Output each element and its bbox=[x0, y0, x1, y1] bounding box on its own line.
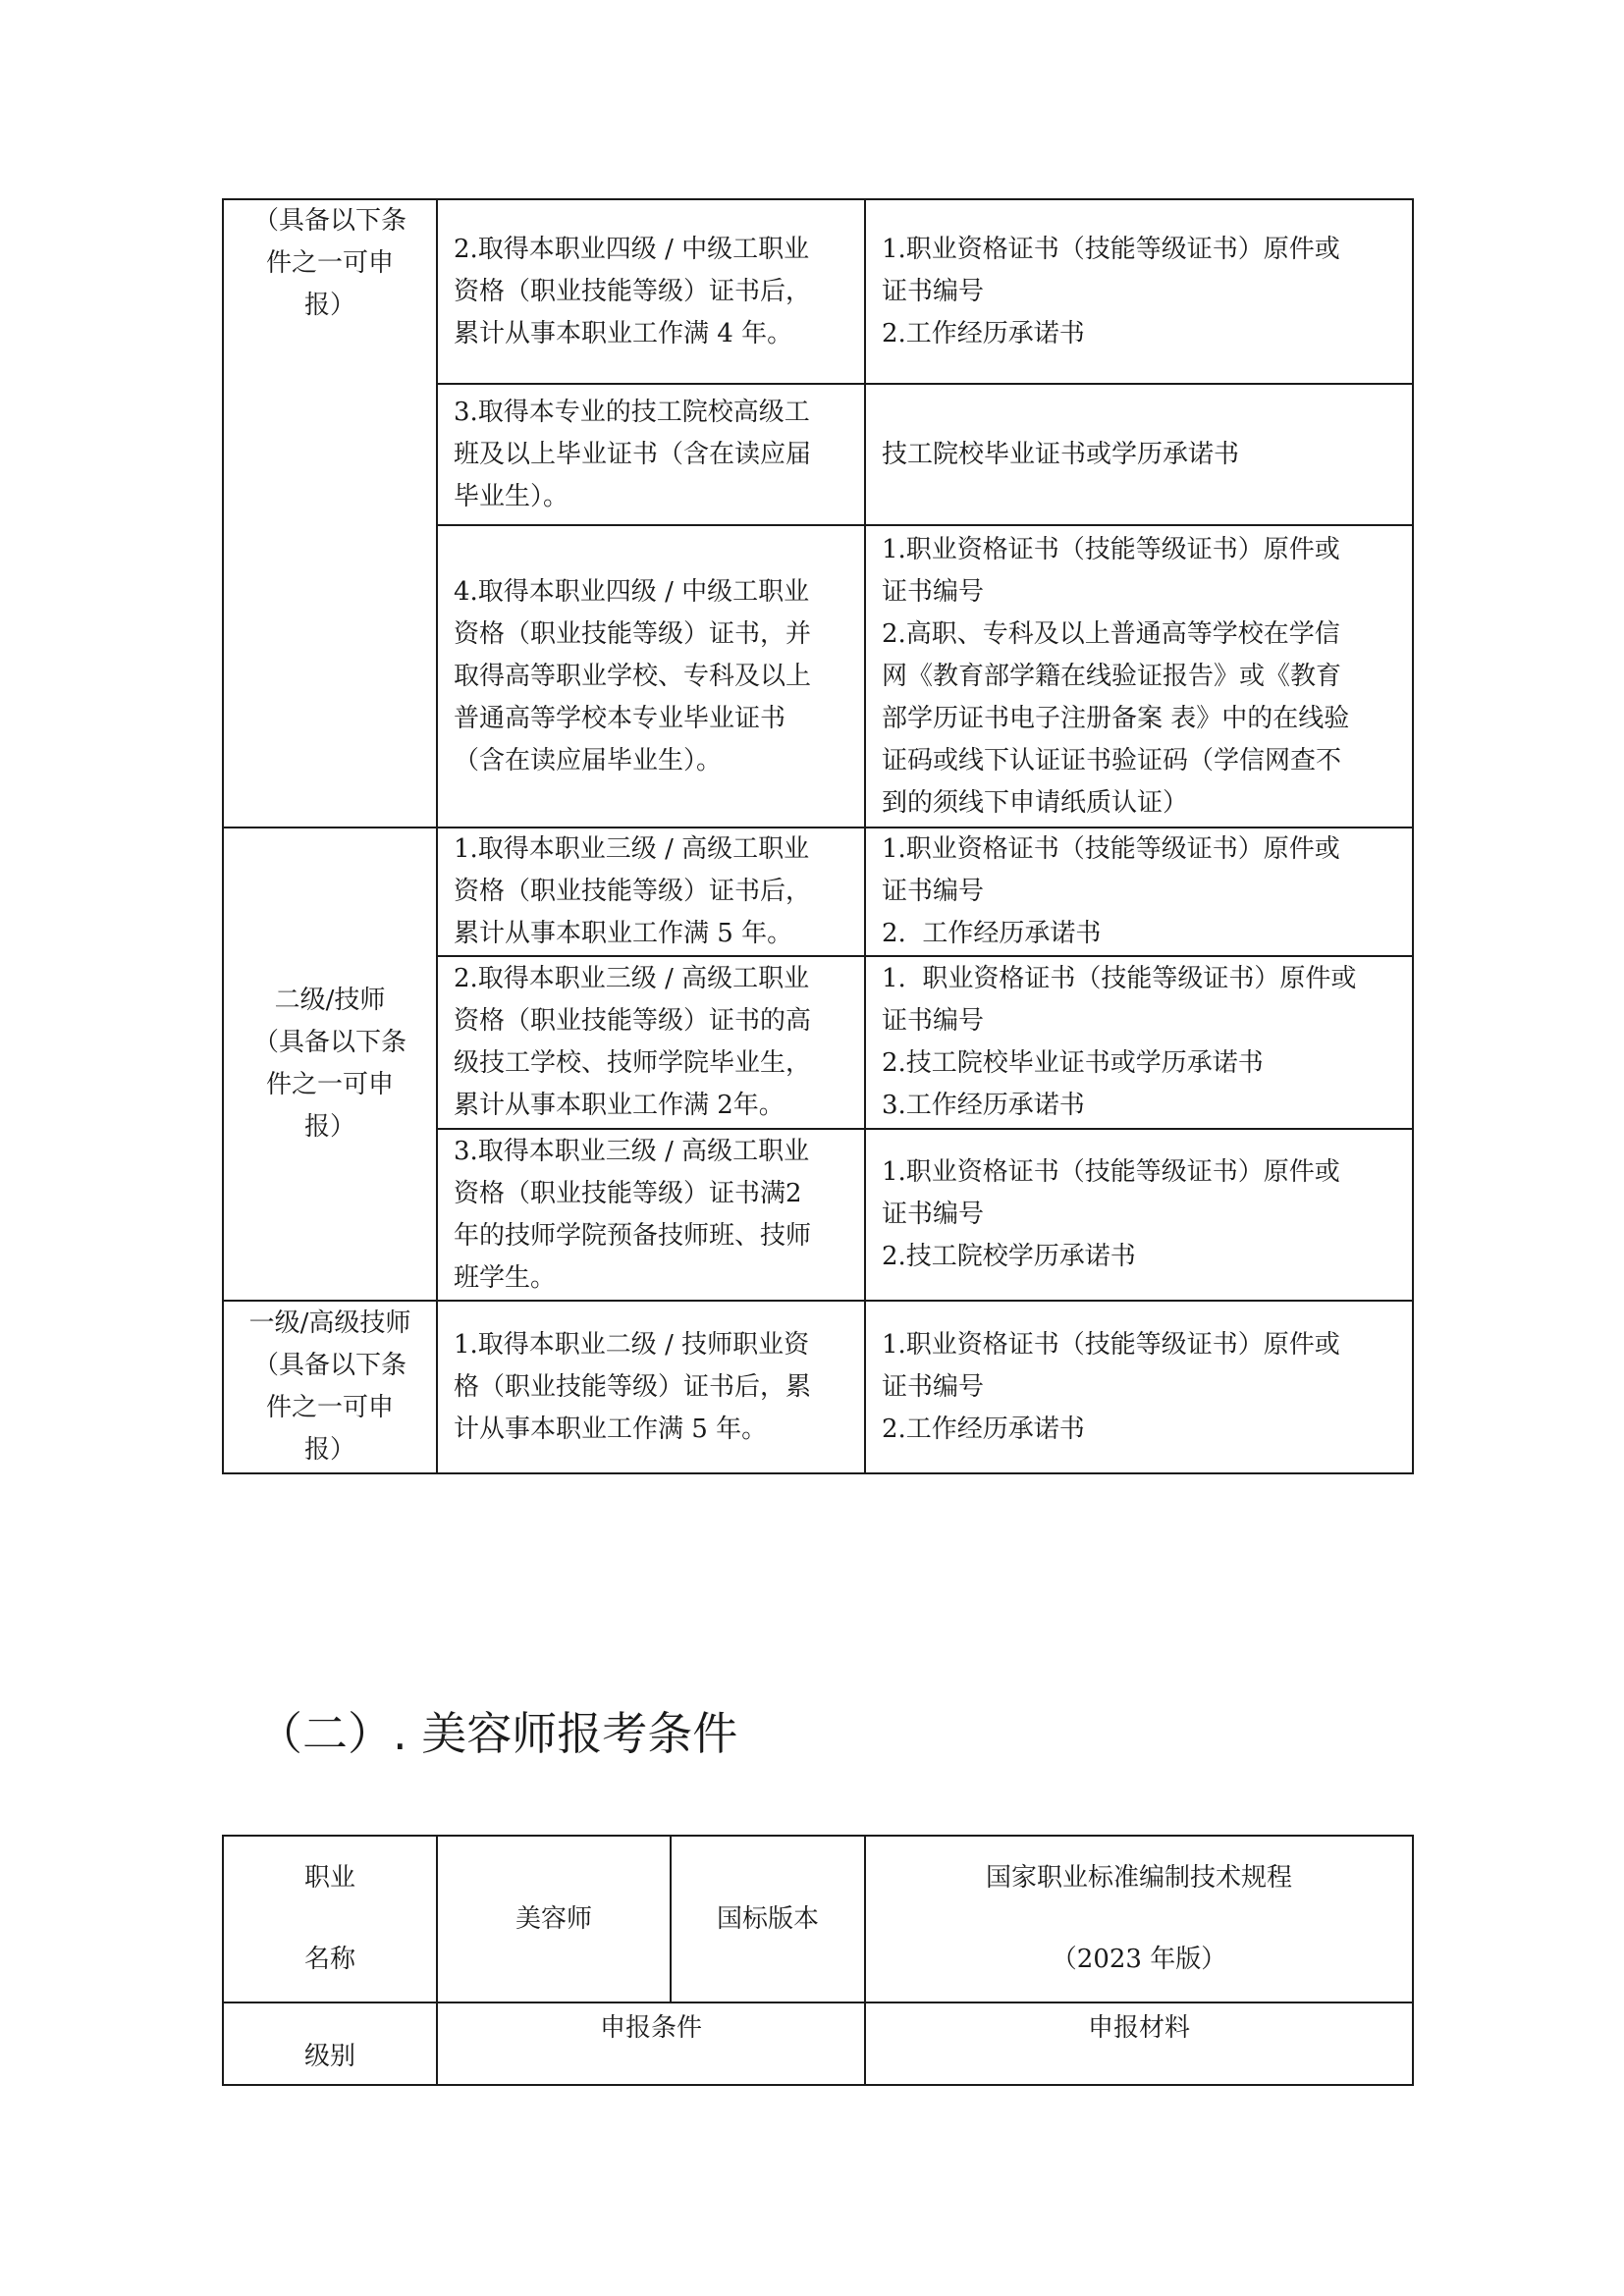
level-line: 报） bbox=[303, 1435, 355, 1465]
condition-line: 班及以上毕业证书（含在读应届 bbox=[454, 439, 812, 469]
condition-line: 资格（职业技能等级）证书，并 bbox=[454, 618, 812, 649]
level-line: 件之一可申 bbox=[265, 1070, 394, 1099]
material-cell bbox=[865, 956, 1413, 1129]
material-line: 网《教育部学籍在线验证报告》或《教育 bbox=[882, 661, 1342, 691]
condition-line: 级技工学校、技师学院毕业生， bbox=[454, 1048, 812, 1078]
condition-line: 1.取得本职业二级 / 技师职业资 bbox=[454, 1329, 810, 1360]
material-line: 证书编号 bbox=[882, 1200, 985, 1229]
condition-cell bbox=[437, 1301, 865, 1473]
level-line: （具备以下条 bbox=[252, 1028, 406, 1057]
material-line: 2.工作经历承诺书 bbox=[882, 1414, 1085, 1444]
condition-line: 资格（职业技能等级）证书后， bbox=[454, 877, 812, 906]
occupation-value: 美容师 bbox=[437, 1836, 671, 2002]
material-line: 2.技工院校学历承诺书 bbox=[882, 1242, 1136, 1271]
level-line: 报） bbox=[303, 291, 355, 320]
condition-line: 普通高等学校本专业毕业证书 bbox=[454, 703, 786, 733]
condition-line: 累计从事本职业工作满 4 年。 bbox=[454, 318, 793, 348]
level-line: 报） bbox=[303, 1112, 355, 1142]
condition-line: 资格（职业技能等级）证书后， bbox=[454, 276, 812, 306]
condition-line: 4.取得本职业四级 / 中级工职业 bbox=[454, 576, 810, 607]
spacer bbox=[224, 1899, 436, 1939]
occupation-label-line: 名称 bbox=[303, 1945, 355, 1974]
occupation-label-line: 职业 bbox=[303, 1863, 355, 1893]
condition-line: 年的技师学院预备技师班、技师 bbox=[454, 1220, 812, 1251]
material-line: 1. 职业资格证书（技能等级证书）原件或 bbox=[882, 964, 1357, 993]
material-line: 3.工作经历承诺书 bbox=[882, 1091, 1085, 1120]
occupation-header-table bbox=[222, 1835, 1414, 2086]
condition-line: 资格（职业技能等级）证书满2 bbox=[454, 1178, 802, 1208]
condition-line: 3.取得本职业三级 / 高级工职业 bbox=[454, 1136, 810, 1166]
level-cell-3 bbox=[223, 199, 437, 828]
material-line: 证书编号 bbox=[882, 877, 985, 906]
level-cell-2 bbox=[223, 828, 437, 1301]
material-line: 部学历证书电子注册备案 表》中的在线验 bbox=[882, 703, 1350, 733]
material-line: 证书编号 bbox=[882, 576, 985, 607]
material-line: 1.职业资格证书（技能等级证书）原件或 bbox=[882, 834, 1340, 864]
condition-cell bbox=[437, 384, 865, 525]
condition-line: 班学生。 bbox=[454, 1262, 557, 1293]
condition-line: 累计从事本职业工作满 5 年。 bbox=[454, 919, 793, 948]
material-line: 2.工作经历承诺书 bbox=[882, 318, 1085, 348]
material-line: 证书编号 bbox=[882, 1371, 985, 1402]
condition-line: 2.取得本职业四级 / 中级工职业 bbox=[454, 234, 810, 264]
material-line: 1.职业资格证书（技能等级证书）原件或 bbox=[882, 234, 1340, 264]
material-line: 技工院校毕业证书或学历承诺书 bbox=[882, 439, 1240, 469]
standard-line: （2023 年版） bbox=[1051, 1945, 1227, 1974]
standard-cell bbox=[865, 1836, 1413, 2002]
condition-line: 资格（职业技能等级）证书的高 bbox=[454, 1006, 812, 1036]
condition-line: 计从事本职业工作满 5 年。 bbox=[454, 1414, 768, 1444]
version-label: 国标版本 bbox=[671, 1836, 865, 2002]
condition-line: 取得高等职业学校、专科及以上 bbox=[454, 661, 812, 691]
material-line: 证书编号 bbox=[882, 276, 985, 306]
level-line: 件之一可申 bbox=[265, 248, 394, 278]
condition-line: 格（职业技能等级）证书后，累 bbox=[454, 1371, 812, 1402]
material-cell bbox=[865, 525, 1413, 828]
condition-header: 申报条件 bbox=[437, 2002, 865, 2085]
material-line: 1.职业资格证书（技能等级证书）原件或 bbox=[882, 1329, 1340, 1360]
condition-line: 毕业生）。 bbox=[454, 481, 569, 511]
condition-cell bbox=[437, 525, 865, 828]
section-heading: （二）. 美容师报考条件 bbox=[257, 1707, 738, 1760]
condition-cell bbox=[437, 828, 865, 956]
condition-cell bbox=[437, 956, 865, 1129]
material-line: 2.高职、专科及以上普通高等学校在学信 bbox=[882, 618, 1340, 649]
condition-cell bbox=[437, 1129, 865, 1301]
condition-line: 累计从事本职业工作满 2年。 bbox=[454, 1091, 785, 1120]
material-cell bbox=[865, 828, 1413, 956]
material-line: 1.职业资格证书（技能等级证书）原件或 bbox=[882, 534, 1340, 564]
level-line: 二级/技师 bbox=[274, 986, 386, 1015]
level-cell-1 bbox=[223, 1301, 437, 1473]
material-line: 2.技工院校毕业证书或学历承诺书 bbox=[882, 1048, 1264, 1078]
level-label: 级别 bbox=[223, 2002, 437, 2085]
material-cell bbox=[865, 384, 1413, 525]
material-line: 1.职业资格证书（技能等级证书）原件或 bbox=[882, 1157, 1340, 1187]
condition-line: （含在读应届毕业生）。 bbox=[454, 745, 723, 775]
material-cell bbox=[865, 1301, 1413, 1473]
requirements-table bbox=[222, 198, 1414, 1474]
material-line: 2. 工作经历承诺书 bbox=[882, 919, 1102, 948]
level-line: 件之一可申 bbox=[265, 1393, 394, 1422]
material-line: 证码或线下认证证书验证码（学信网查不 bbox=[882, 745, 1342, 775]
spacer bbox=[866, 1899, 1412, 1939]
material-line: 证书编号 bbox=[882, 1006, 985, 1036]
standard-line: 国家职业标准编制技术规程 bbox=[985, 1863, 1292, 1893]
level-line: （具备以下条 bbox=[252, 1351, 406, 1380]
material-header: 申报材料 bbox=[865, 2002, 1413, 2085]
condition-line: 2.取得本职业三级 / 高级工职业 bbox=[454, 964, 810, 993]
table-row bbox=[223, 1301, 1413, 1473]
table-row bbox=[223, 828, 1413, 956]
table-row bbox=[223, 199, 1413, 384]
material-cell bbox=[865, 1129, 1413, 1301]
condition-line: 1.取得本职业三级 / 高级工职业 bbox=[454, 834, 810, 864]
table-row bbox=[223, 2002, 1413, 2085]
level-text bbox=[224, 200, 436, 327]
material-line: 到的须线下申请纸质认证） bbox=[882, 787, 1189, 818]
condition-cell bbox=[437, 199, 865, 384]
material-cell bbox=[865, 199, 1413, 384]
level-line: 一级/高级技师 bbox=[248, 1308, 411, 1338]
condition-line: 3.取得本专业的技工院校高级工 bbox=[454, 397, 810, 427]
occupation-label-cell bbox=[223, 1836, 437, 2002]
level-line: （具备以下条 bbox=[252, 206, 406, 236]
table-row bbox=[223, 1836, 1413, 2002]
